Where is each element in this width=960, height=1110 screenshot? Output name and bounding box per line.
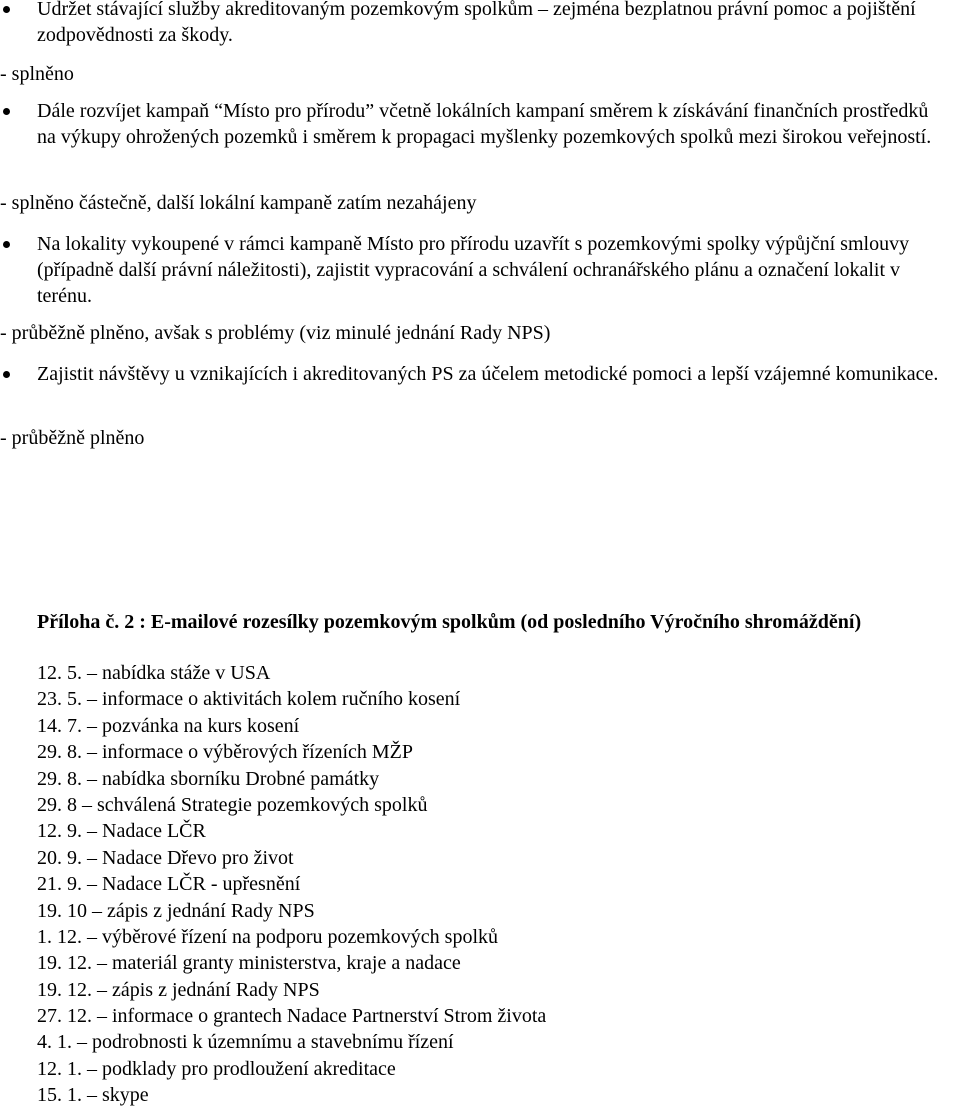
annex-title: Příloha č. 2 : E-mailové rozesílky pozemkovým spolkům (od posledního Výročního shromáždění): [37, 611, 862, 633]
email-list: [37, 660, 937, 1109]
email-entry: 1. 12. – výběrové řízení na podporu pozemkových spolků: [37, 925, 499, 948]
email-entry: 27. 12. – informace o grantech Nadace Partnerství Strom života: [37, 1005, 547, 1028]
list-item-text: Na lokality vykoupené v rámci kampaně Místo pro přírodu uzavřít s pozemkovými spolky výpůjční smlouvy (případně další právní náležitosti), zajistit vypracování a schválení ochranářského plánu a označení lokalit v terénu.: [37, 233, 910, 307]
email-entry: 29. 8 – schválená Strategie pozemkových spolků: [37, 793, 428, 816]
email-entry: 20. 9. – Nadace Dřevo pro život: [37, 846, 294, 869]
email-entry: 12. 1. – podklady pro prodloužení akreditace: [37, 1057, 396, 1080]
bullet-icon: [3, 6, 10, 13]
email-entry: 12. 9. – Nadace LČR: [37, 820, 206, 843]
email-entry: 12. 5. – nabídka stáže v USA: [37, 662, 271, 684]
email-entry: 14. 7. – pozvánka na kurs kosení: [37, 714, 300, 737]
status-text: - splněno částečně, další lokální kampaně zatím nezahájeny: [0, 192, 477, 214]
list-item: [0, 361, 952, 387]
list-item: [0, 0, 952, 48]
email-entry: 29. 8. – nabídka sborníku Drobné památky: [37, 767, 380, 790]
bullet-icon: [3, 241, 10, 248]
bullet-icon: [3, 108, 10, 115]
email-entry: 19. 10 – zápis z jednání Rady NPS: [37, 899, 315, 922]
email-entry: 4. 1. – podrobnosti k územnímu a stavebnímu řízení: [37, 1031, 454, 1054]
bullet-icon: [3, 371, 10, 378]
status-text: - průběžně plněno, avšak s problémy (viz minulé jednání Rady NPS): [0, 322, 551, 344]
email-entry: 21. 9. – Nadace LČR - upřesnění: [37, 873, 301, 896]
email-entry: 15. 1. – skype: [37, 1084, 149, 1107]
status-text: - průběžně plněno: [0, 427, 145, 449]
email-entry: 23. 5. – informace o aktivitách kolem ručního kosení: [37, 688, 461, 711]
email-entry: 19. 12. – zápis z jednání Rady NPS: [37, 978, 320, 1001]
email-entry: 29. 8. – informace o výběrových řízeních MŽP: [37, 741, 414, 764]
status-text: - splněno: [0, 63, 74, 85]
list-item: [0, 98, 952, 150]
email-entry: 19. 12. – materiál granty ministerstva, kraje a nadace: [37, 952, 461, 975]
list-item-text: Udržet stávající služby akreditovaným pozemkovým spolkům – zejména bezplatnou právní pomoc a pojištění zodpovědnosti za škody.: [37, 0, 916, 46]
list-item-text: Zajistit návštěvy u vznikajících i akreditovaných PS za účelem metodické pomoci a lepší vzájemné komunikace.: [37, 363, 939, 385]
list-item-text: Dále rozvíjet kampaň “Místo pro přírodu” včetně lokálních kampaní směrem k získávání finančních prostředků na výkupy ohrožených pozemků i směrem k propagaci myšlenky pozemkových spolků mezi širokou veřejností.: [37, 100, 932, 148]
list-item: [0, 231, 952, 309]
